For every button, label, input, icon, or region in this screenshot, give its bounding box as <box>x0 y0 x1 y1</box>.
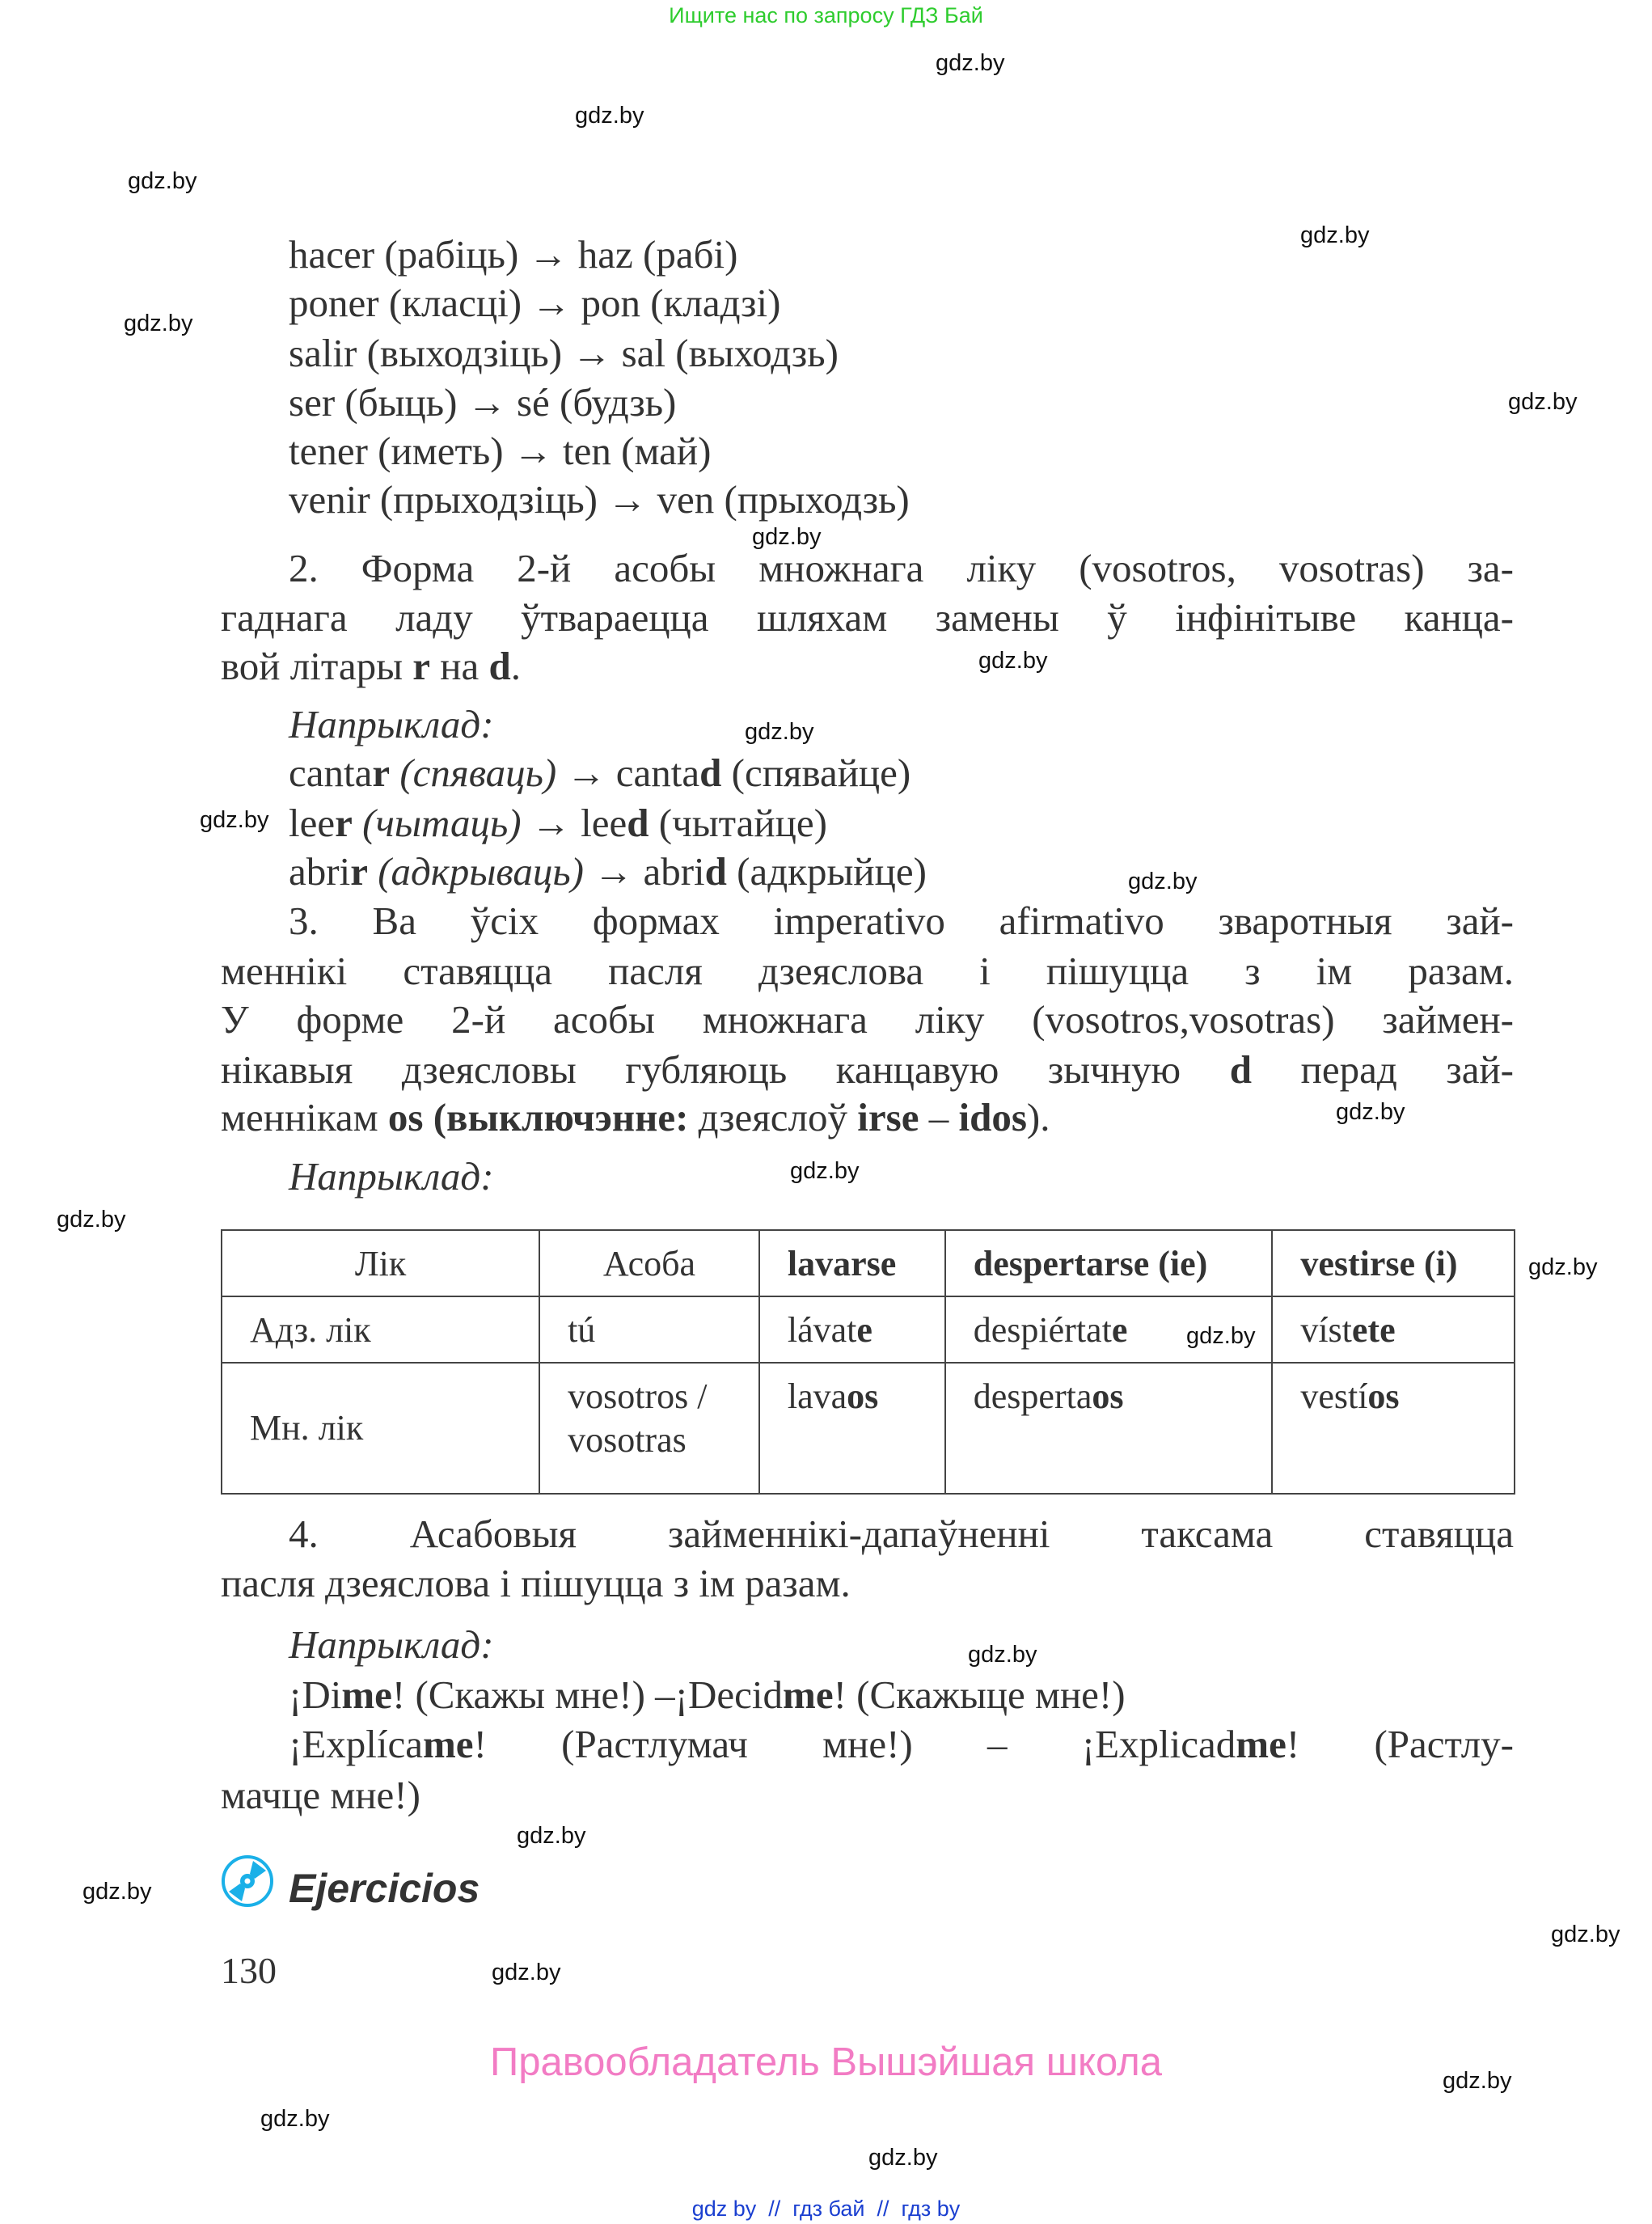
ending: os <box>847 1376 879 1416</box>
bold-text-segment: d <box>627 801 649 845</box>
text-segment: → lee <box>521 801 627 845</box>
person-line: vosotras <box>568 1420 687 1460</box>
verb-example-line <box>289 329 839 378</box>
rule-3-text <box>289 897 1514 945</box>
exercises-heading: Ejercicios <box>289 1866 480 1911</box>
italic-text-segment: (спяваць) <box>390 750 557 795</box>
text-segment: → canta <box>556 750 700 795</box>
header-lavarse: lavarse <box>759 1230 945 1296</box>
text-segment: → abri <box>583 849 705 894</box>
ending: e <box>856 1309 872 1350</box>
text-segment: 2. Форма 2-й асобы множнага ліку (vosotros, vosotras) за- <box>289 546 1514 590</box>
text-segment: 4. Асабовыя займеннікі-дапаўненні таксама ставяцца <box>289 1512 1514 1556</box>
stem: desperta <box>973 1376 1092 1416</box>
example-heading <box>289 1152 494 1201</box>
text-segment: . <box>510 644 522 688</box>
stem: lava <box>787 1376 847 1416</box>
text-segment: на <box>430 644 489 688</box>
bold-text-segment: d <box>699 750 722 795</box>
ending: os <box>1092 1376 1124 1416</box>
rule-3-text <box>221 1046 1514 1094</box>
watermark: gdz.by <box>492 1960 561 1985</box>
watermark: gdz.by <box>1186 1323 1256 1349</box>
bold-text-segment: idos <box>958 1095 1027 1139</box>
italic-text-segment: (адкрываць) <box>367 849 584 894</box>
cell-person <box>539 1363 759 1494</box>
text-segment: ¡Di <box>289 1672 342 1717</box>
example-line <box>221 1771 1514 1820</box>
rule-2-text <box>289 544 1514 593</box>
watermark: gdz.by <box>936 50 1005 76</box>
italic-text-segment: Напрыклад: <box>289 1622 494 1667</box>
italic-text-segment: (чытаць) <box>352 801 522 845</box>
watermark: gdz.by <box>128 168 197 194</box>
text-segment: – <box>919 1095 959 1139</box>
text-segment: poner (класці) → pon (кладзі) <box>289 281 781 325</box>
watermark: gdz.by <box>1443 2068 1512 2094</box>
rule-3-text <box>221 947 1514 996</box>
example-heading <box>289 1621 494 1669</box>
watermark: gdz.by <box>868 2145 938 2171</box>
text-segment: ! (Скажыце мне!) <box>833 1672 1126 1717</box>
text-segment: гаднага ладу ўтвараецца шляхам замены ў інфінітыве канца- <box>221 595 1514 640</box>
text-segment: lee <box>289 801 336 845</box>
table-row <box>222 1296 1515 1363</box>
bold-text-segment: me <box>341 1672 392 1717</box>
cell-despertarse <box>945 1363 1273 1494</box>
text-segment: ! (Растлумач мне!) – ¡Explicad <box>473 1722 1236 1766</box>
cell-lavarse <box>759 1363 945 1494</box>
text-segment: (спявайце) <box>721 750 911 795</box>
text-segment: abri <box>289 849 351 894</box>
cell-lavarse <box>759 1296 945 1363</box>
stem: lávat <box>787 1309 857 1350</box>
watermark: gdz.by <box>1508 389 1578 415</box>
table-row <box>222 1363 1515 1494</box>
rule-3-text <box>221 1093 1514 1142</box>
text-segment: canta <box>289 750 373 795</box>
text-segment: (адкрыйце) <box>726 849 927 894</box>
copyright-notice: Правообладатель Вышэйшая школа <box>489 2040 1163 2084</box>
example-line <box>289 1671 1126 1719</box>
bold-text-segment: r <box>335 801 353 845</box>
text-segment: дзеяслоў <box>688 1095 858 1139</box>
bold-text-segment: os (выключэнне: <box>387 1095 689 1139</box>
example-line <box>289 799 827 848</box>
watermark: gdz.by <box>745 719 814 745</box>
text-segment: salir (выходзіць) → sal (выходзь) <box>289 331 839 375</box>
text-segment: мачце мне!) <box>221 1773 420 1817</box>
watermark: gdz.by <box>978 648 1048 674</box>
text-segment: У форме 2-й асобы множнага ліку (vosotros,vosotras) займен- <box>221 997 1514 1042</box>
reflexive-imperative-table <box>221 1229 1515 1495</box>
disc-icon <box>221 1854 274 1908</box>
header-despertarse: despertarse (ie) <box>945 1230 1273 1296</box>
watermark: gdz.by <box>1128 869 1198 894</box>
watermark: gdz.by <box>575 103 644 129</box>
verb-example-line <box>289 230 738 279</box>
bold-text-segment: irse <box>857 1095 919 1139</box>
text-segment: venir (прыходзіць) → ven (прыходзь) <box>289 477 910 522</box>
text-segment: ser (быць) → sé (будзь) <box>289 380 677 425</box>
ending: e <box>1111 1309 1128 1350</box>
stem: despiértat <box>973 1309 1112 1350</box>
text-segment: tener (иметь) → ten (май) <box>289 429 712 473</box>
watermark: gdz.by <box>82 1879 152 1905</box>
bold-text-segment: d <box>704 849 727 894</box>
stem: víst <box>1300 1309 1352 1350</box>
bold-text-segment: r <box>372 750 391 795</box>
verb-example-line <box>289 427 711 476</box>
bold-text-segment: d <box>1229 1047 1253 1092</box>
bold-text-segment: me <box>422 1722 474 1766</box>
example-line <box>289 848 927 896</box>
header-number: Лік <box>222 1230 539 1296</box>
bottom-links[interactable]: gdz by // гдз бай // гдз by <box>691 2197 961 2221</box>
italic-text-segment: Напрыклад: <box>289 702 494 746</box>
watermark: gdz.by <box>200 807 269 833</box>
verb-example-line <box>289 378 676 427</box>
top-search-banner[interactable]: Ищите нас по запросу ГДЗ Бай <box>669 3 983 27</box>
watermark: gdz.by <box>124 311 193 336</box>
example-line <box>289 1720 1514 1769</box>
text-segment: пасля дзеяслова і пішуцца з ім разам. <box>221 1561 851 1605</box>
text-segment: ). <box>1026 1095 1050 1139</box>
text-segment: ! (Скажы мне!) –¡Decid <box>391 1672 783 1717</box>
ending: os <box>1367 1376 1400 1416</box>
italic-text-segment: Напрыклад: <box>289 1154 494 1199</box>
text-segment: ¡Explíca <box>289 1722 423 1766</box>
text-segment: вой літары <box>221 644 413 688</box>
bold-text-segment: d <box>488 644 511 688</box>
cell-vestirse <box>1272 1363 1515 1494</box>
watermark: gdz.by <box>57 1207 126 1233</box>
rule-2-text <box>221 594 1514 642</box>
watermark: gdz.by <box>517 1823 586 1849</box>
header-person: Асоба <box>539 1230 759 1296</box>
verb-example-line <box>289 279 780 328</box>
rule-2-text <box>221 642 1514 691</box>
text-segment: перад зай- <box>1252 1047 1514 1092</box>
watermark: gdz.by <box>1300 222 1370 248</box>
example-line <box>289 749 911 797</box>
watermark: gdz.by <box>1528 1254 1598 1280</box>
rule-4-text <box>289 1510 1514 1558</box>
example-heading <box>289 700 494 749</box>
text-segment: 3. Ва ўсіх формах imperativo afirmativo зваротныя зай- <box>289 898 1514 943</box>
ending: ete <box>1351 1309 1396 1350</box>
text-segment: меннікам <box>221 1095 388 1139</box>
rule-4-text <box>221 1559 1514 1608</box>
watermark: gdz.by <box>968 1642 1037 1668</box>
watermark: gdz.by <box>790 1158 860 1184</box>
watermark: gdz.by <box>1551 1922 1620 1947</box>
bold-text-segment: me <box>1236 1722 1287 1766</box>
verb-example-line <box>289 476 910 524</box>
page-number: 130 <box>221 1950 277 1991</box>
watermark: gdz.by <box>1336 1099 1405 1125</box>
bold-text-segment: me <box>783 1672 834 1717</box>
stem: vestí <box>1300 1376 1368 1416</box>
cell-vestirse <box>1272 1296 1515 1363</box>
bold-text-segment: r <box>350 849 368 894</box>
watermark: gdz.by <box>260 2106 330 2132</box>
text-segment: hacer (рабіць) → haz (рабі) <box>289 232 738 277</box>
cell-number: Мн. лік <box>222 1363 539 1494</box>
watermark: gdz.by <box>752 524 822 550</box>
person-line: vosotros / <box>568 1376 708 1416</box>
cell-number: Адз. лік <box>222 1296 539 1363</box>
rule-3-text <box>221 996 1514 1044</box>
text-segment: (чытайце) <box>649 801 827 845</box>
cell-person: tú <box>539 1296 759 1363</box>
text-segment: ! (Растлу- <box>1286 1722 1514 1766</box>
bold-text-segment: r <box>412 644 431 688</box>
header-vestirse: vestirse (i) <box>1272 1230 1515 1296</box>
text-segment: меннікі ставяцца пасля дзеяслова і пішуцца з ім разам. <box>221 949 1514 993</box>
text-segment: нікавыя дзеясловы губляюць канцавую зычную <box>221 1047 1230 1092</box>
